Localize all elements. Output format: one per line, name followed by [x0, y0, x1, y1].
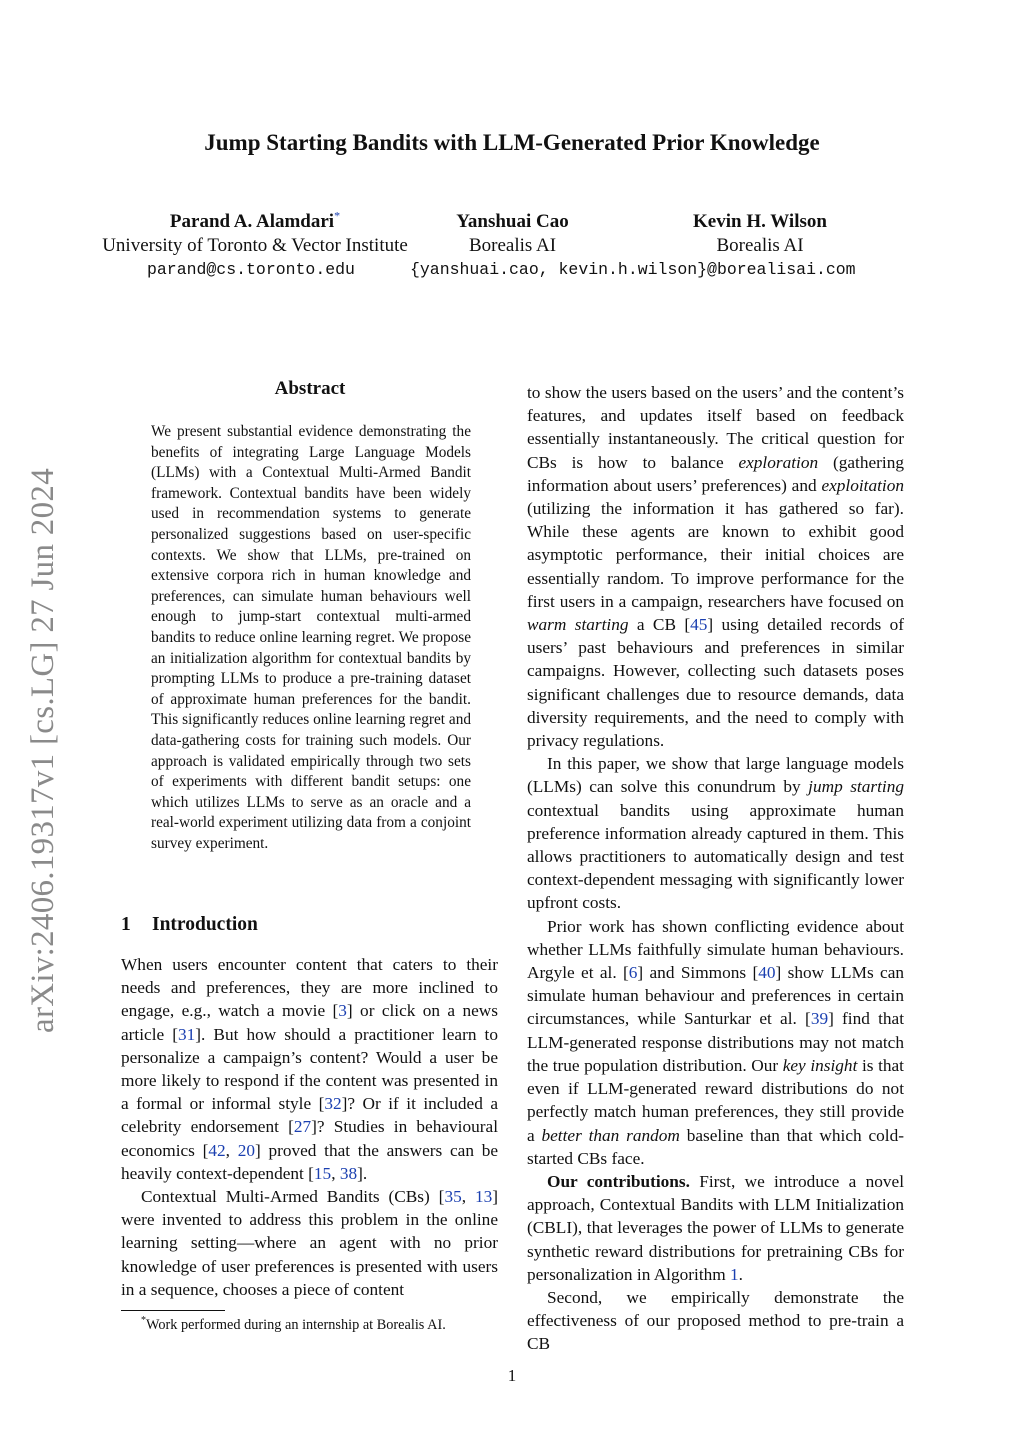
paragraph — [527, 1170, 904, 1286]
author-email-1: parand@cs.toronto.edu — [147, 260, 355, 279]
text-run: ]. But how should a practitioner learn to personalize a campaign’s content? Would a user be more likely to respond if the content was presented in a formal or informal style [ — [121, 1024, 498, 1114]
footnote-rule — [121, 1310, 225, 1311]
citation-link[interactable]: 38 — [339, 1163, 358, 1183]
text-run: Contextual Multi-Armed Bandits (CBs) [ — [141, 1187, 445, 1207]
text-run: contextual bandits using approximate human preference information already captured in them. This allows practitioners to automatically design and test context-dependent messaging with significantly lower upfront costs. — [527, 800, 904, 913]
text-run: ] were invented to address this problem in the online learning setting—where an agent with no prior knowledge of user preferences is presented with users in a sequence, chooses a piece of content — [121, 1187, 499, 1299]
text-run: ] proved that the answers can be heavily context-dependent [ — [121, 1140, 498, 1183]
author-name: Kevin H. Wilson — [693, 211, 827, 232]
text-run: ] show LLMs can simulate human behaviour and preferences in certain circumstances, while Santurkar et al. [ — [527, 963, 905, 1029]
citation-link[interactable]: 42 — [208, 1140, 226, 1160]
footnote — [141, 1316, 501, 1334]
text-run: (gathering information about users’ preferences) and — [527, 452, 904, 495]
footnote-text: Work performed during an internship at Borealis AI. — [146, 1317, 446, 1333]
runin-heading: Our contributions. — [547, 1171, 690, 1191]
text-run: ] using detailed records of users’ past behaviours and preferences in similar campaigns. However, collecting such datasets poses significant challenges due to resource demands, data diversity requirements, and the need to comply with privacy regulations. — [527, 615, 904, 751]
text-run: Prior work has shown conflicting evidence about whether LLMs faithfully simulate human behaviours. Argyle et al. [ — [527, 916, 904, 983]
text-run: ]? Or if it included a celebrity endorsement [ — [121, 1094, 498, 1137]
author-block-2 — [420, 210, 605, 258]
text-run: , — [225, 1140, 238, 1160]
text-run: . — [738, 1264, 743, 1284]
text-run: baseline than that which cold-started CBs face. — [527, 1125, 904, 1168]
text-run: In this paper, we show that large language models (LLMs) can solve this conundrum by — [527, 754, 904, 797]
arxiv-stamp-text: arXiv:2406.19317v1 [cs.LG] 27 Jun 2024 — [24, 467, 61, 1033]
text-run: When users encounter content that caters to their needs and preferences, they are more inclined to engage, e.g., watch a movie [ — [121, 955, 498, 1021]
citation-link[interactable]: 15 — [313, 1163, 332, 1183]
text-run: , — [461, 1187, 475, 1207]
footnote-mark: * — [141, 1315, 146, 1327]
paragraph — [121, 953, 498, 1185]
citation-link[interactable]: 6 — [628, 963, 638, 983]
text-run: (utilizing the information it has gathered so far). While these agents are known to exhibit good asymptotic performance, their initial choices are essentially random. To improve performance for the first users in a campaign, researchers have focused on — [527, 499, 904, 611]
citation-link[interactable]: 3 — [338, 1001, 347, 1021]
author-name: Parand A. Alamdari — [169, 211, 335, 232]
text-run: ]? Studies in behavioural economics [ — [121, 1117, 498, 1160]
paper-title: Jump Starting Bandits with LLM-Generated Prior Knowledge — [204, 130, 820, 155]
paragraph — [527, 381, 904, 752]
emphasis: jump starting — [808, 777, 904, 797]
citation-link[interactable]: 32 — [324, 1094, 342, 1114]
citation-link[interactable]: 27 — [293, 1117, 312, 1137]
citation-link[interactable]: 45 — [690, 615, 708, 635]
author-name: Yanshuai Cao — [456, 211, 569, 232]
citation-link[interactable]: 40 — [758, 963, 776, 983]
text-run: ] and Simmons [ — [637, 963, 759, 983]
text-run: to show the users based on the users’ and the content’s features, and updates itself based on feedback essentially instantaneously. The critical question for CBs is how to balance — [527, 383, 904, 472]
left-column — [121, 953, 498, 1301]
author-email-2: {yanshuai.cao, kevin.h.wilson}@borealisai.com — [410, 260, 856, 279]
emphasis: better than random — [541, 1125, 680, 1145]
section-title: Introduction — [152, 914, 258, 935]
paragraph — [527, 1286, 904, 1356]
text-run: ] find that LLM-generated response distributions may not match the true population distribution. Our — [527, 1009, 904, 1075]
emphasis: exploitation — [821, 475, 904, 495]
text-run: a CB [ — [628, 615, 691, 635]
citation-link[interactable]: 20 — [237, 1140, 255, 1160]
citation-link[interactable]: 31 — [178, 1024, 196, 1044]
paragraph — [121, 1185, 498, 1301]
text-run: ] or click on a news article [ — [121, 1001, 498, 1044]
abstract-text: We present substantial evidence demonstrating the benefits of integrating Large Language Models (LLMs) with a Contextual Multi-Armed Bandit framework. Contextual bandits have been widely used in recommendation systems to generate personalized suggestions based on user-specific contexts. We show that LLMs, pre-trained on extensive corpora rich in human knowledge and preferences, can simulate human behaviours well enough to jump-start contextual multi-armed bandits to reduce online learning regret. We propose an initialization algorithm for contextual bandits by prompting LLMs to produce a pre-training dataset of approximate human preferences for the bandit. This significantly reduces online learning regret and data-gathering costs for training such models. Our approach is validated empirically through two sets of experiments with different bandit setups: one which utilizes LLMs to serve as an oracle and a real-world experiment utilizing data from a conjoint survey experiment. — [151, 423, 471, 852]
author-block-3 — [660, 210, 860, 258]
citation-link[interactable]: 39 — [810, 1009, 829, 1029]
emphasis: exploration — [738, 452, 819, 472]
right-column — [527, 381, 904, 1356]
citation-link[interactable]: 13 — [474, 1187, 493, 1207]
section-heading — [121, 914, 258, 936]
paragraph — [527, 915, 904, 1170]
footnote-marker[interactable]: * — [334, 208, 341, 223]
text-run: First, we introduce a novel approach, Contextual Bandits with LLM Initialization (CBLI), that leverages the power of LLMs to generate synthetic reward distributions for pretraining CBs for personalization in Algorithm — [527, 1171, 904, 1284]
section-number: 1 — [121, 914, 131, 935]
text-run: , — [331, 1163, 340, 1183]
author-block-1 — [85, 210, 425, 258]
text-run: Second, we empirically demonstrate the effectiveness of our proposed method to pre-train a CB — [527, 1287, 904, 1354]
text-run: is that even if LLM-generated reward distributions do not perfectly match human preferences, they still provide a — [527, 1055, 904, 1145]
page-number: 1 — [507, 1366, 517, 1385]
author-affiliation: Borealis AI — [468, 235, 557, 256]
emphasis: key insight — [782, 1055, 858, 1075]
author-affiliation: Borealis AI — [716, 235, 804, 256]
author-affiliation: University of Toronto & Vector Institute — [102, 235, 408, 256]
paragraph — [527, 752, 904, 914]
abstract-heading: Abstract — [274, 378, 346, 399]
arxiv-stamp — [8, 450, 78, 1050]
text-run: ]. — [357, 1163, 368, 1183]
algorithm-link[interactable]: 1 — [730, 1264, 739, 1284]
citation-link[interactable]: 35 — [444, 1187, 462, 1207]
emphasis: warm starting — [527, 615, 629, 635]
